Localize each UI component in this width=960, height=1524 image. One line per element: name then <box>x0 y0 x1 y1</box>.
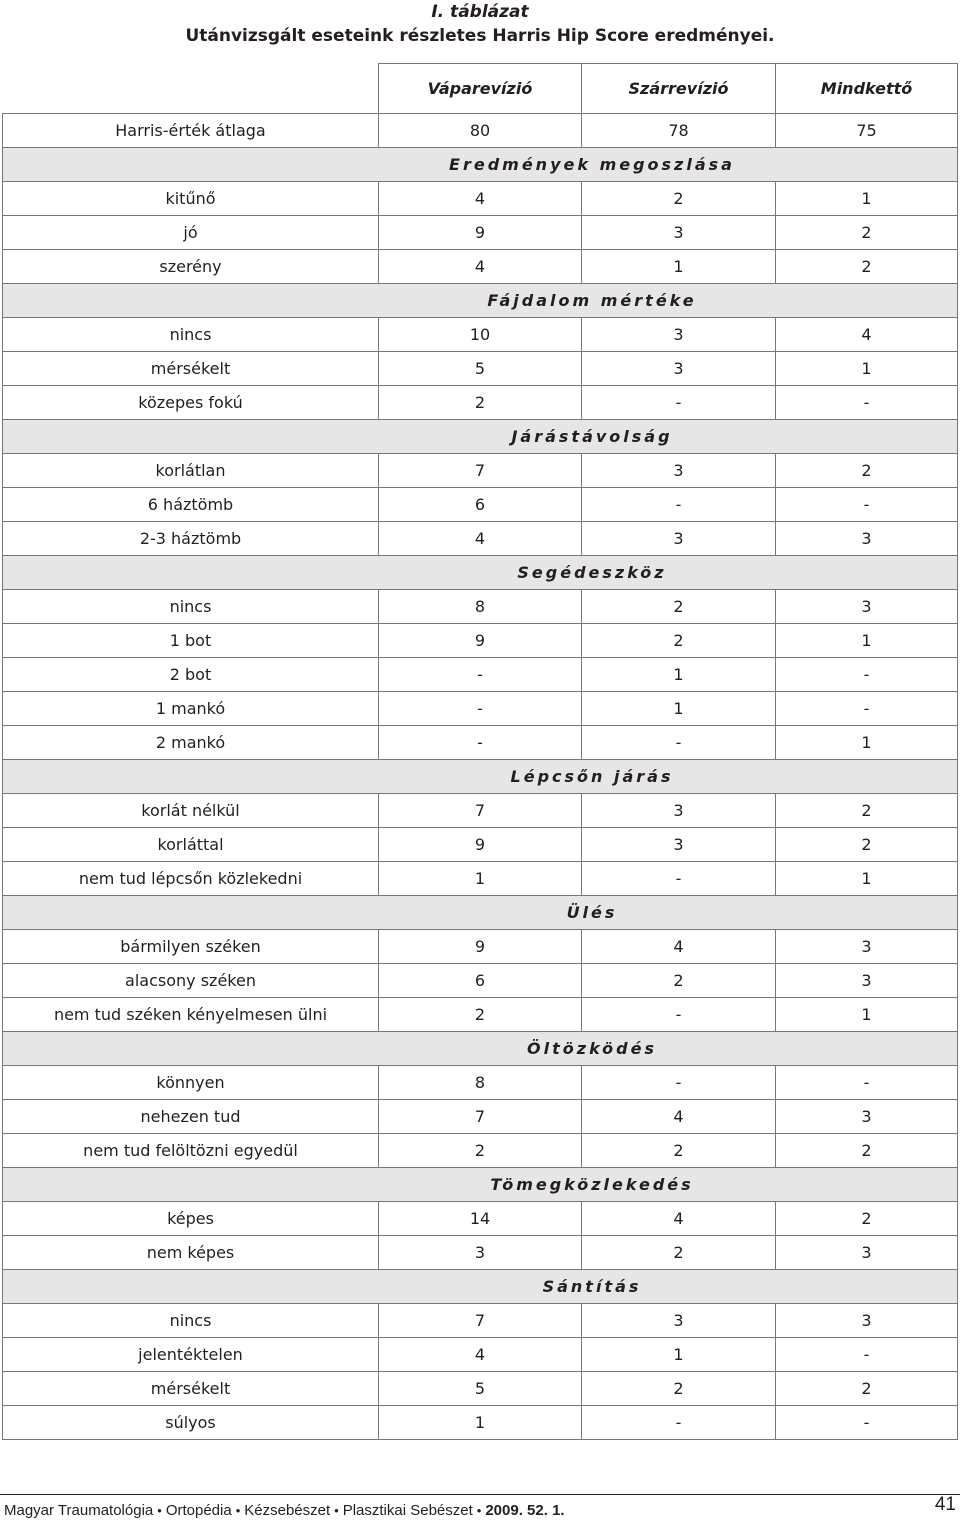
section-title: Fájdalom mértéke <box>487 291 697 310</box>
bullet-separator: • <box>476 1503 482 1518</box>
section-title: Lépcsőn járás <box>510 767 674 786</box>
value-cell: 1 <box>776 624 958 658</box>
value-cell: 2 <box>379 386 582 420</box>
table-row <box>3 1100 958 1134</box>
table-row <box>3 862 958 896</box>
table-row <box>3 454 958 488</box>
row-label: 2 mankó <box>3 726 379 760</box>
table-row <box>3 1066 958 1100</box>
table-row <box>3 998 958 1032</box>
column-header: Váparevízió <box>379 64 582 114</box>
page-footer <box>4 1494 956 1522</box>
value-cell: - <box>776 1338 958 1372</box>
section-header-cell <box>3 1168 958 1202</box>
row-label: alacsony széken <box>3 964 379 998</box>
table-row <box>3 1304 958 1338</box>
section-header-cell <box>3 148 958 182</box>
table-row <box>3 658 958 692</box>
table-row <box>3 692 958 726</box>
table-row <box>3 182 958 216</box>
value-cell: 2 <box>582 1236 776 1270</box>
value-cell: - <box>776 1406 958 1440</box>
value-cell: 1 <box>582 250 776 284</box>
section-header-cell <box>3 760 958 794</box>
value-cell: 4 <box>582 1202 776 1236</box>
row-label: mérsékelt <box>3 1372 379 1406</box>
section-header-row <box>3 148 958 182</box>
value-cell: - <box>582 488 776 522</box>
table-row <box>3 114 958 148</box>
value-cell: - <box>379 726 582 760</box>
value-cell: 2 <box>379 998 582 1032</box>
section-title: Tömegközlekedés <box>490 1175 694 1194</box>
value-cell: 2 <box>776 216 958 250</box>
value-cell: 2 <box>776 1134 958 1168</box>
value-cell: 2 <box>776 1202 958 1236</box>
value-cell: 7 <box>379 1100 582 1134</box>
journal-section: Plasztikai Sebészet <box>342 1502 473 1519</box>
table-row <box>3 1338 958 1372</box>
value-cell: 3 <box>776 1236 958 1270</box>
row-label: jó <box>3 216 379 250</box>
page-number: 41 <box>934 1494 956 1515</box>
section-header-cell <box>3 556 958 590</box>
value-cell: 3 <box>582 318 776 352</box>
section-header-row <box>3 896 958 930</box>
table-row <box>3 352 958 386</box>
row-label: jelentéktelen <box>3 1338 379 1372</box>
row-label: nem tud felöltözni egyedül <box>3 1134 379 1168</box>
row-label: képes <box>3 1202 379 1236</box>
value-cell: 4 <box>379 250 582 284</box>
row-label: szerény <box>3 250 379 284</box>
value-cell: 8 <box>379 590 582 624</box>
value-cell: 8 <box>379 1066 582 1100</box>
section-header-cell <box>3 896 958 930</box>
table-row <box>3 1134 958 1168</box>
row-label: Harris-érték átlaga <box>3 114 379 148</box>
row-label: nehezen tud <box>3 1100 379 1134</box>
table-row <box>3 522 958 556</box>
row-label: nem képes <box>3 1236 379 1270</box>
journal-section: Ortopédia <box>165 1502 232 1519</box>
value-cell: 2 <box>776 250 958 284</box>
value-cell: - <box>582 386 776 420</box>
value-cell: 7 <box>379 1304 582 1338</box>
value-cell: 3 <box>582 1304 776 1338</box>
table-row <box>3 828 958 862</box>
value-cell: 2 <box>776 1372 958 1406</box>
value-cell: - <box>776 1066 958 1100</box>
value-cell: 3 <box>582 522 776 556</box>
value-cell: 4 <box>582 930 776 964</box>
value-cell: 1 <box>776 998 958 1032</box>
table-row <box>3 250 958 284</box>
value-cell: 7 <box>379 794 582 828</box>
table-row <box>3 216 958 250</box>
footer-rule <box>0 1494 960 1495</box>
table-body <box>3 64 958 1440</box>
value-cell: 10 <box>379 318 582 352</box>
value-cell: 2 <box>379 1134 582 1168</box>
section-header-cell <box>3 1032 958 1066</box>
value-cell: 2 <box>582 964 776 998</box>
value-cell: - <box>582 998 776 1032</box>
table-row <box>3 726 958 760</box>
table-row <box>3 1372 958 1406</box>
value-cell: 5 <box>379 352 582 386</box>
value-cell: 80 <box>379 114 582 148</box>
row-label: mérsékelt <box>3 352 379 386</box>
value-cell: 2 <box>582 1372 776 1406</box>
harris-hip-score-table <box>2 63 958 1440</box>
section-header-row <box>3 284 958 318</box>
row-label: 2 bot <box>3 658 379 692</box>
table-caption-title: Utánvizsgált eseteink részletes Harris Hip Score eredményei. <box>185 26 775 46</box>
value-cell: 3 <box>776 522 958 556</box>
value-cell: 3 <box>582 794 776 828</box>
value-cell: 1 <box>379 1406 582 1440</box>
journal-section: Kézsebészet <box>244 1502 331 1519</box>
column-header: Szárrevízió <box>582 64 776 114</box>
value-cell: 2 <box>776 794 958 828</box>
table-row <box>3 794 958 828</box>
bullet-separator: • <box>334 1503 339 1518</box>
row-label: nincs <box>3 318 379 352</box>
value-cell: 2 <box>582 624 776 658</box>
table-row <box>3 624 958 658</box>
section-title: Segédeszköz <box>517 563 667 582</box>
value-cell: 78 <box>582 114 776 148</box>
section-header-row <box>3 1270 958 1304</box>
value-cell: 1 <box>582 1338 776 1372</box>
value-cell: 4 <box>379 522 582 556</box>
value-cell: - <box>776 692 958 726</box>
value-cell: 9 <box>379 624 582 658</box>
value-cell: 3 <box>776 930 958 964</box>
table-row <box>3 590 958 624</box>
value-cell: 75 <box>776 114 958 148</box>
value-cell: 2 <box>582 182 776 216</box>
section-header-row <box>3 1032 958 1066</box>
value-cell: 3 <box>582 454 776 488</box>
value-cell: 3 <box>776 964 958 998</box>
journal-volume: 2009. 52. 1. <box>485 1502 565 1519</box>
row-label: nincs <box>3 1304 379 1338</box>
journal-title: Magyar Traumatológia <box>4 1502 154 1519</box>
row-label: közepes fokú <box>3 386 379 420</box>
value-cell: 4 <box>379 1338 582 1372</box>
value-cell: - <box>379 692 582 726</box>
value-cell: 3 <box>582 828 776 862</box>
row-label: kitűnő <box>3 182 379 216</box>
value-cell: 9 <box>379 828 582 862</box>
row-label: bármilyen széken <box>3 930 379 964</box>
value-cell: 3 <box>582 216 776 250</box>
section-header-row <box>3 1168 958 1202</box>
value-cell: 6 <box>379 964 582 998</box>
table-row <box>3 964 958 998</box>
bullet-separator: • <box>157 1503 162 1518</box>
value-cell: 3 <box>776 1100 958 1134</box>
section-title: Sántítás <box>542 1277 642 1296</box>
value-cell: 1 <box>776 862 958 896</box>
value-cell: 2 <box>582 1134 776 1168</box>
value-cell: 4 <box>379 182 582 216</box>
section-title: Járástávolság <box>511 427 673 446</box>
section-header-cell <box>3 420 958 454</box>
row-label: 1 mankó <box>3 692 379 726</box>
value-cell: - <box>776 658 958 692</box>
value-cell: 6 <box>379 488 582 522</box>
row-label: nincs <box>3 590 379 624</box>
section-header-row <box>3 420 958 454</box>
value-cell: 3 <box>776 1304 958 1338</box>
bullet-separator: • <box>235 1503 241 1518</box>
section-header-row <box>3 760 958 794</box>
column-header: Mindkettő <box>776 64 958 114</box>
value-cell: 1 <box>776 352 958 386</box>
value-cell: - <box>582 726 776 760</box>
value-cell: 14 <box>379 1202 582 1236</box>
table-row <box>3 488 958 522</box>
table-row <box>3 1236 958 1270</box>
section-header-row <box>3 556 958 590</box>
value-cell: 9 <box>379 930 582 964</box>
row-label: 1 bot <box>3 624 379 658</box>
value-cell: 5 <box>379 1372 582 1406</box>
row-label: 6 háztömb <box>3 488 379 522</box>
value-cell: 4 <box>776 318 958 352</box>
value-cell: - <box>582 1406 776 1440</box>
row-label: nem tud lépcsőn közlekedni <box>3 862 379 896</box>
row-label: korlátlan <box>3 454 379 488</box>
section-header-cell <box>3 1270 958 1304</box>
row-label: könnyen <box>3 1066 379 1100</box>
section-title: Ülés <box>566 903 618 922</box>
value-cell: 1 <box>582 692 776 726</box>
header-blank-cell <box>3 64 379 114</box>
table-row <box>3 1406 958 1440</box>
value-cell: - <box>582 1066 776 1100</box>
value-cell: 7 <box>379 454 582 488</box>
value-cell: 4 <box>582 1100 776 1134</box>
value-cell: 1 <box>776 182 958 216</box>
row-label: 2-3 háztömb <box>3 522 379 556</box>
value-cell: 1 <box>582 658 776 692</box>
table-row <box>3 930 958 964</box>
row-label: súlyos <box>3 1406 379 1440</box>
value-cell: 1 <box>776 726 958 760</box>
table-row <box>3 318 958 352</box>
table-row <box>3 386 958 420</box>
row-label: korlát nélkül <box>3 794 379 828</box>
value-cell: - <box>582 862 776 896</box>
row-label: nem tud széken kényelmesen ülni <box>3 998 379 1032</box>
value-cell: 2 <box>776 454 958 488</box>
value-cell: - <box>776 386 958 420</box>
value-cell: 1 <box>379 862 582 896</box>
section-title: Öltözködés <box>527 1039 657 1058</box>
value-cell: 3 <box>582 352 776 386</box>
section-title: Eredmények megoszlása <box>449 155 735 174</box>
value-cell: - <box>379 658 582 692</box>
row-label: korláttal <box>3 828 379 862</box>
table-header-row <box>3 64 958 114</box>
value-cell: 2 <box>582 590 776 624</box>
value-cell: - <box>776 488 958 522</box>
value-cell: 3 <box>776 590 958 624</box>
section-header-cell <box>3 284 958 318</box>
table-row <box>3 1202 958 1236</box>
value-cell: 3 <box>379 1236 582 1270</box>
value-cell: 9 <box>379 216 582 250</box>
value-cell: 2 <box>776 828 958 862</box>
table-caption-label: I. táblázat <box>431 2 529 22</box>
